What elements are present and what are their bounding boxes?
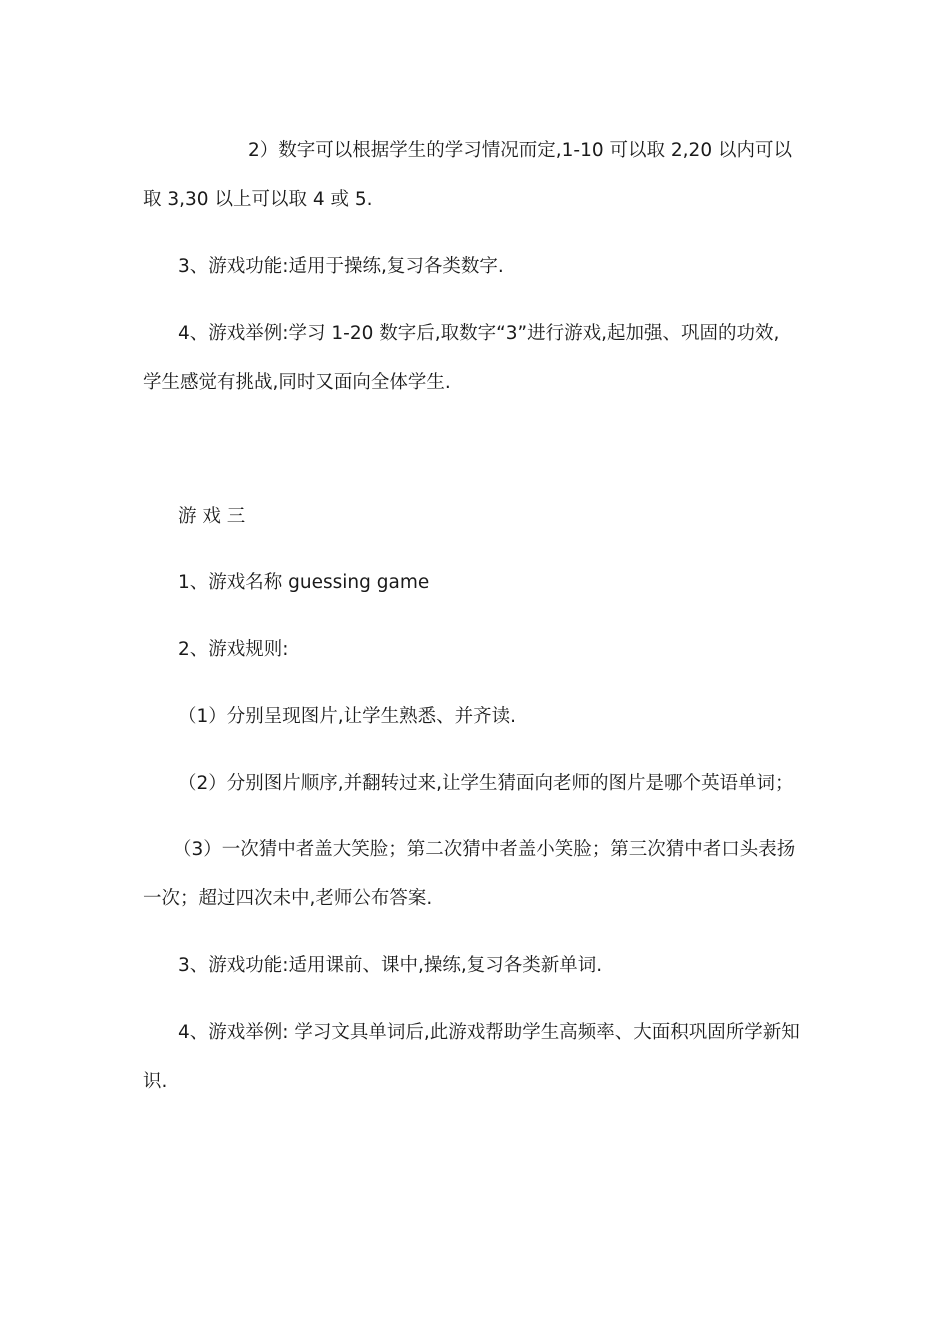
text-line: 取 3,30 以上可以取 4 或 5. [143,189,373,210]
text-line: （3）一次猜中者盖大笑脸；第二次猜中者盖小笑脸；第三次猜中者口头表扬 [173,839,796,860]
text-line: 4、游戏举例:学习 1-20 数字后,取数字“3”进行游戏,起加强、巩固的功效, [178,323,780,344]
text-line: 3、游戏功能:适用于操练,复习各类数字. [178,256,504,277]
text-line: 4、游戏举例: 学习文具单词后,此游戏帮助学生高频率、大面积巩固所学新知 [178,1022,800,1043]
text-line: （1）分别呈现图片,让学生熟悉、并齐读. [178,706,517,727]
text-line: 1、游戏名称 guessing game [178,572,430,593]
text-line: 识. [143,1071,168,1092]
text-line: 2）数字可以根据学生的学习情况而定,1-10 可以取 2,20 以内可以 [248,140,792,161]
text-line: 2、游戏规则: [178,639,289,660]
text-line: 学生感觉有挑战,同时又面向全体学生. [143,372,451,393]
text-line: 一次；超过四次未中,老师公布答案. [143,888,433,909]
text-line: 3、游戏功能:适用课前、课中,操练,复习各类新单词. [178,955,603,976]
text-line: （2）分别图片顺序,并翻转过来,让学生猜面向老师的图片是哪个英语单词； [178,773,794,794]
section-heading: 游 戏 三 [178,506,246,527]
